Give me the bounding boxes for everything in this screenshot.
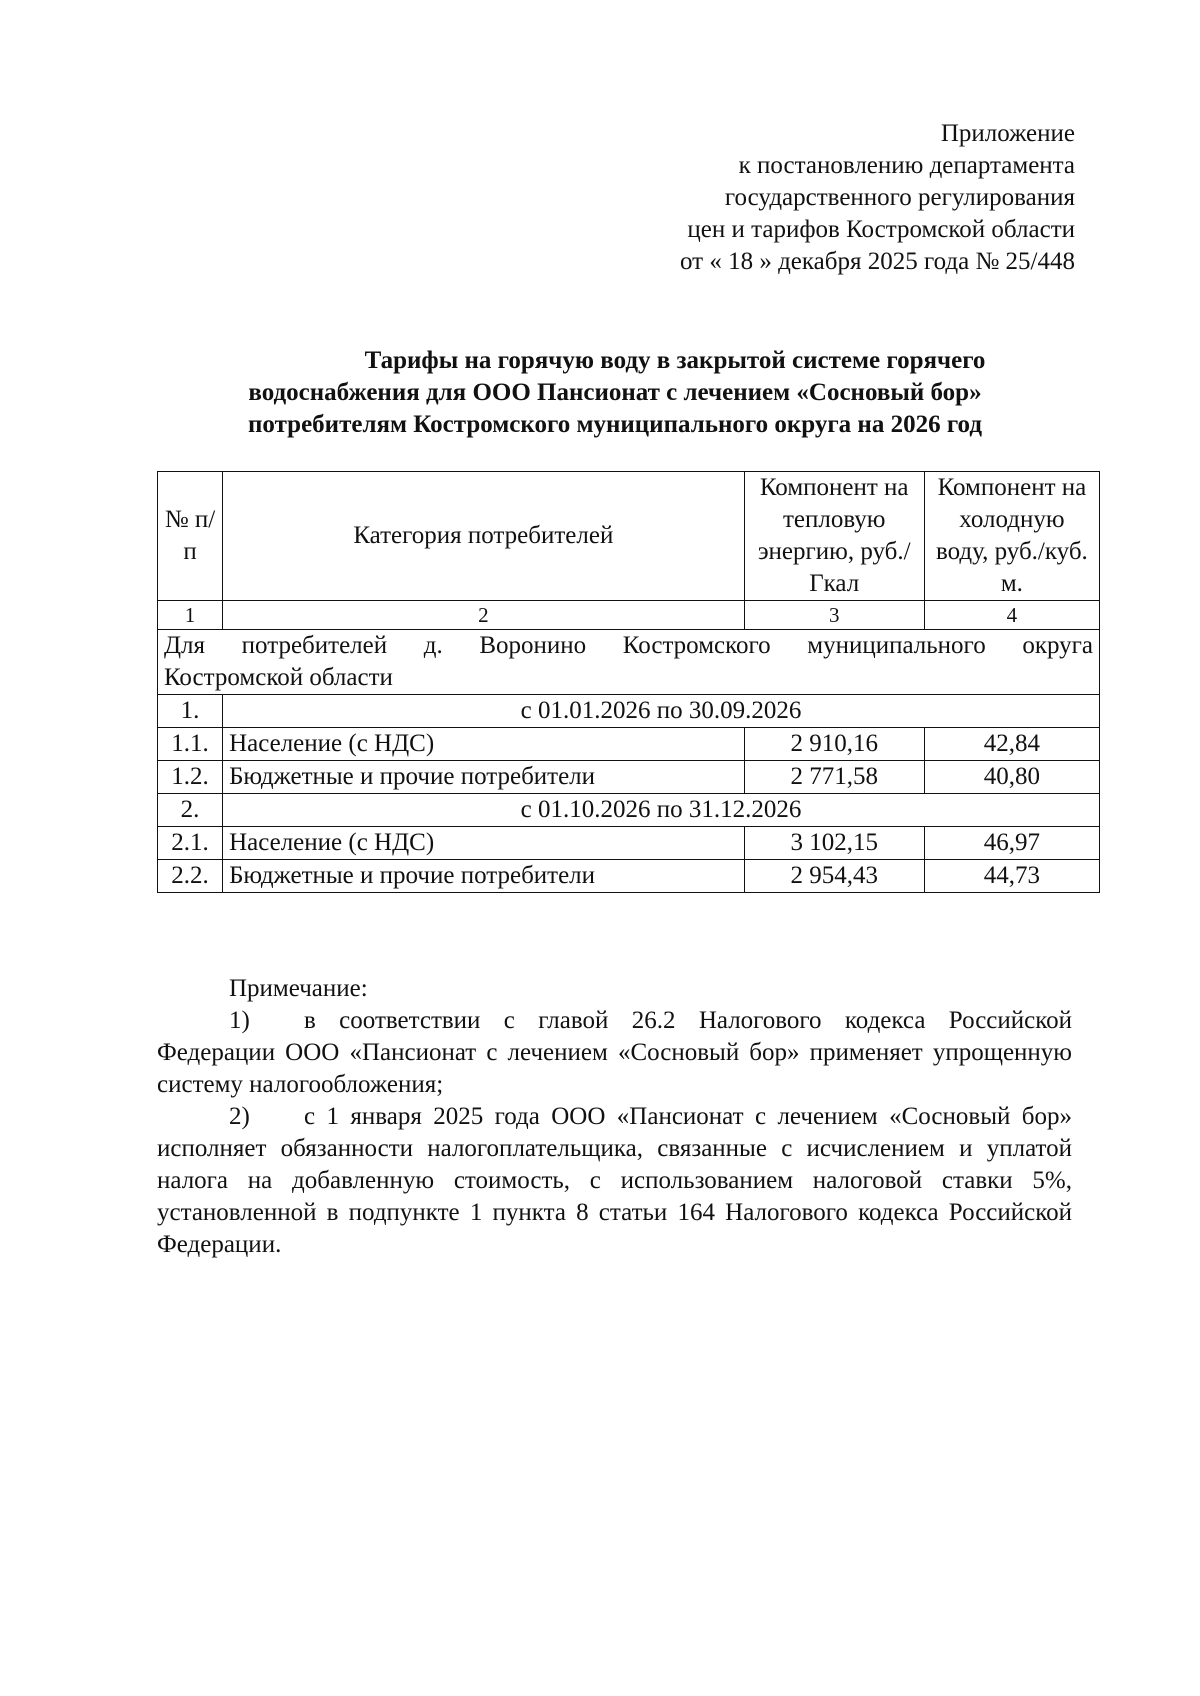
row-category: Бюджетные и прочие потребители (223, 761, 745, 794)
row-water-value: 42,84 (924, 728, 1099, 761)
column-number: 3 (744, 601, 924, 630)
column-number: 1 (158, 601, 223, 630)
note-text: с 1 января 2025 года ООО «Пансионат с лечением «Сосновый бор» исполняет обязанности налогоплательщика, связанные с исчислением и уплатой налога на добавленную стоимость, с использованием налоговой ставки 5%, установленной в подпункте 1 пункта 8 статьи 164 Налогового кодекса Российской Федерации. (157, 1103, 1072, 1258)
row-category: Бюджетные и прочие потребители (223, 860, 745, 893)
row-num: 2.2. (158, 860, 223, 893)
title-line: Тарифы на горячую воду в закрытой системе горячего (364, 347, 986, 374)
period-label: с 01.10.2026 по 31.12.2026 (223, 794, 1100, 827)
row-water-value: 44,73 (924, 860, 1099, 893)
row-num: 2.1. (158, 827, 223, 860)
row-heat-value: 2 910,16 (744, 728, 924, 761)
table-row (158, 827, 1100, 860)
group-line-1: Для потребителей д. Воронино Костромского муниципального округа (164, 632, 1093, 659)
table-header-row (158, 472, 1100, 601)
table-row (158, 761, 1100, 794)
appendix-line: от « 18 » декабря 2025 года № 25/448 (679, 248, 1075, 275)
row-heat-value: 2 954,43 (744, 860, 924, 893)
document-title (150, 345, 1080, 441)
column-number: 2 (223, 601, 745, 630)
tariff-table (157, 471, 1100, 893)
column-number-row (158, 601, 1100, 630)
title-line: потребителям Костромского муниципального округа на 2026 год (248, 411, 982, 438)
note-item (157, 1101, 1072, 1261)
appendix-line: Приложение (940, 120, 1075, 147)
period-row (158, 695, 1100, 728)
row-water-value: 40,80 (924, 761, 1099, 794)
appendix-line: цен и тарифов Костромской области (687, 216, 1075, 243)
appendix-line: государственного регулирования (724, 184, 1075, 211)
row-heat-value: 3 102,15 (744, 827, 924, 860)
period-label: с 01.01.2026 по 30.09.2026 (223, 695, 1100, 728)
row-category: Население (с НДС) (223, 827, 745, 860)
note-item (157, 1005, 1072, 1101)
header-num: № п/п (158, 472, 223, 601)
table-row (158, 728, 1100, 761)
period-row (158, 794, 1100, 827)
notes-title: Примечание: (229, 975, 368, 1002)
note-marker: 2) (229, 1103, 250, 1130)
header-water-component: Компонент на холодную воду, руб./куб. м. (924, 472, 1099, 601)
note-text: в соответствии с главой 26.2 Налогового кодекса Российской Федерации ООО «Пансионат с лечением «Сосновый бор» применяет упрощенную систему налогообложения; (157, 1007, 1072, 1098)
group-cell (158, 630, 1100, 695)
row-heat-value: 2 771,58 (744, 761, 924, 794)
group-line-2: Костромской области (164, 664, 393, 691)
row-water-value: 46,97 (924, 827, 1099, 860)
table-row (158, 860, 1100, 893)
notes-block (157, 973, 1072, 1261)
period-num: 1. (158, 695, 223, 728)
row-num: 1.2. (158, 761, 223, 794)
period-num: 2. (158, 794, 223, 827)
appendix-block (680, 118, 1075, 278)
row-num: 1.1. (158, 728, 223, 761)
appendix-line: к постановлению департамента (738, 152, 1075, 179)
header-heat-component: Компонент на тепловую энергию, руб./Гкал (744, 472, 924, 601)
title-line: водоснабжения для ООО Пансионат с лечением «Сосновый бор» (248, 379, 982, 406)
header-category: Категория потребителей (223, 472, 745, 601)
row-category: Население (с НДС) (223, 728, 745, 761)
group-row (158, 630, 1100, 695)
note-marker: 1) (229, 1007, 250, 1034)
column-number: 4 (924, 601, 1099, 630)
